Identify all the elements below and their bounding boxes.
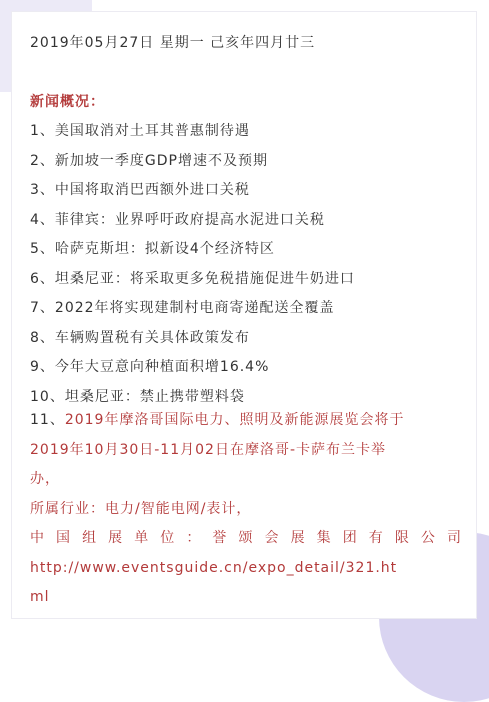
highlight-line-3: 办， bbox=[30, 471, 60, 487]
highlight-industry: 所属行业：电力/智能电网/表计， bbox=[30, 500, 252, 517]
highlight-news-item bbox=[30, 406, 462, 613]
news-list bbox=[30, 117, 465, 412]
news-item-7: 7、2022年将实现建制村电商寄递配送全覆盖 bbox=[30, 300, 335, 316]
news-item-10: 10、坦桑尼亚：禁止携带塑料袋 bbox=[30, 388, 245, 405]
highlight-organizer: 中国组展单位：誉颂会展集团有限公司 bbox=[30, 530, 462, 546]
news-item-9: 9、今年大豆意向种植面积增16.4% bbox=[30, 359, 270, 375]
news-item-1: 1、美国取消对土耳其普惠制待遇 bbox=[30, 123, 250, 139]
highlight-url-line-1[interactable]: http://www.eventsguide.cn/expo_detail/321.ht bbox=[30, 559, 398, 576]
news-item-4: 4、菲律宾：业界呼吁政府提高水泥进口关税 bbox=[30, 211, 325, 228]
news-item-3: 3、中国将取消巴西额外进口关税 bbox=[30, 182, 250, 198]
news-item-8: 8、车辆购置税有关具体政策发布 bbox=[30, 329, 250, 346]
date-line: 2019年05月27日 星期一 己亥年四月廿三 bbox=[30, 35, 316, 51]
news-heading: 新闻概况： bbox=[30, 94, 105, 110]
news-item-2: 2、新加坡一季度GDP增速不及预期 bbox=[30, 152, 268, 169]
news-item-5: 5、哈萨克斯坦：拟新设4个经济特区 bbox=[30, 241, 275, 257]
highlight-line-1 bbox=[30, 406, 462, 436]
highlight-url-line-2[interactable]: ml bbox=[30, 589, 50, 605]
highlight-number: 11、 bbox=[30, 412, 65, 428]
news-item-6: 6、坦桑尼亚：将采取更多免税措施促进牛奶进口 bbox=[30, 270, 355, 287]
highlight-title-part-1: 2019年摩洛哥国际电力、照明及新能源展览会将于 bbox=[64, 412, 405, 428]
highlight-line-2: 2019年10月30日-11月02日在摩洛哥-卡萨布兰卡举 bbox=[30, 441, 386, 458]
